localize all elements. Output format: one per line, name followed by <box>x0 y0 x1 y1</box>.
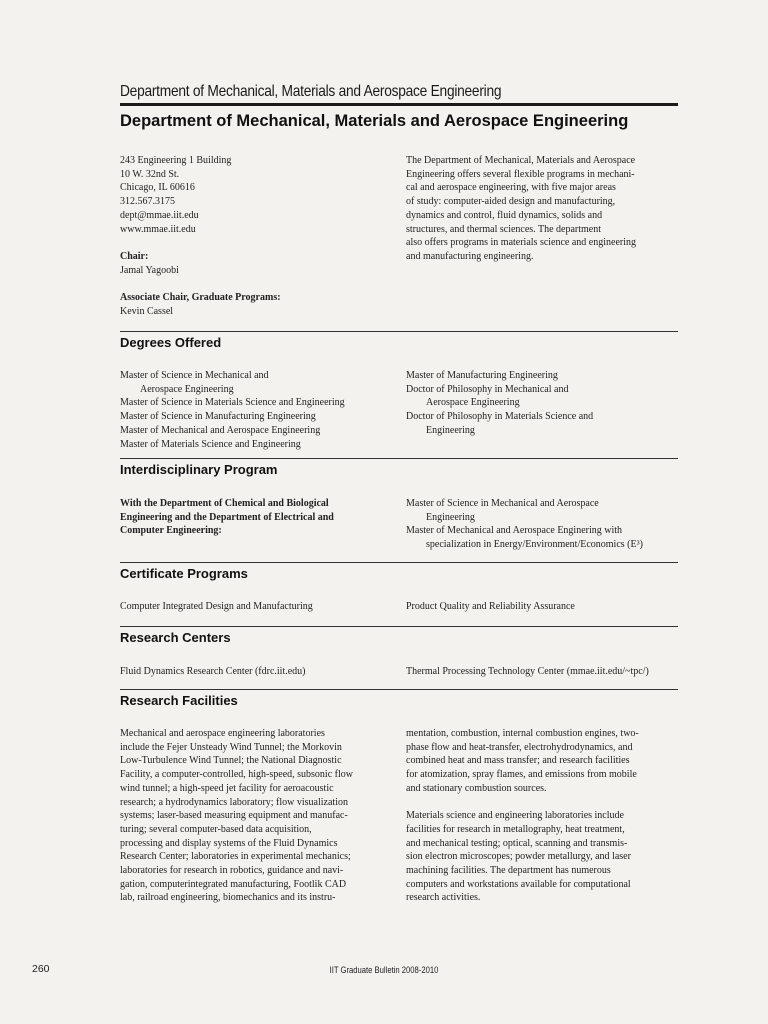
degree-item: Doctor of Philosophy in Mechanical and <box>406 383 569 395</box>
text-line: wind tunnel; a high-speed jet facility for aeroacoustic <box>120 782 334 794</box>
degree-item: Master of Science in Manufacturing Engineering <box>120 411 316 423</box>
chair-name: Jamal Yagoobi <box>120 264 179 276</box>
degree-item: Master of Science in Materials Science and Engineering <box>120 397 345 409</box>
section-divider <box>120 458 678 459</box>
text-line: systems; laser-based measuring equipment and manufac- <box>120 810 348 822</box>
text-line: Facility, a computer-controlled, high-speed, subsonic flow <box>120 769 353 781</box>
interdisciplinary-list <box>406 497 678 552</box>
text-line: facilities for research in metallography, heat treatment, <box>406 823 625 835</box>
intro-line: The Department of Mechanical, Materials and Aerospace <box>406 155 636 166</box>
facilities-paragraph-continued <box>406 727 678 905</box>
text-line: Mechanical and aerospace engineering laboratories <box>120 728 325 739</box>
section-divider <box>120 562 678 563</box>
note-line: With the Department of Chemical and Biological <box>120 498 329 509</box>
text-line: and stationary combustion sources. <box>406 782 547 794</box>
degree-item: Master of Mechanical and Aerospace Engineering <box>120 424 321 436</box>
intro-paragraph <box>406 154 678 264</box>
degrees-list-left <box>120 369 395 451</box>
certificate-item: Computer Integrated Design and Manufacturing <box>120 601 313 612</box>
text-line: research activities. <box>406 892 481 904</box>
text-line: research; a hydrodynamics laboratory; flow visualization <box>120 796 348 808</box>
text-line: Research Center; laboratories in experimental mechanics; <box>120 851 351 863</box>
research-center-item: Thermal Processing Technology Center (mmae.iit.edu/~tpc/) <box>406 666 649 677</box>
degree-item: Master of Science in Mechanical and <box>120 370 269 381</box>
centers-heading: Research Centers <box>120 630 231 645</box>
text-line: phase flow and heat-transfer, electrohydrodynamics, and <box>406 741 633 753</box>
facilities-paragraph <box>120 727 395 905</box>
note-line: Engineering and the Department of Electrical and <box>120 511 334 523</box>
intro-line: structures, and thermal sciences. The department <box>406 223 602 235</box>
degree-item: Aerospace Engineering <box>426 397 520 409</box>
certificate-item: Product Quality and Reliability Assurance <box>406 601 575 612</box>
running-header: Department of Mechanical, Materials and Aerospace Engineering <box>120 83 502 100</box>
text-line: computers and workstations available for computational <box>406 878 631 890</box>
degree-item: Master of Manufacturing Engineering <box>406 370 558 381</box>
address-line: Chicago, IL 60616 <box>120 182 195 194</box>
degree-item: Master of Mechanical and Aerospace Enginering with <box>406 525 623 537</box>
text-line: for atomization, spray flames, and emissions from mobile <box>406 769 637 781</box>
interdisciplinary-heading: Interdisciplinary Program <box>120 462 278 477</box>
text-line: include the Fejer Unsteady Wind Tunnel; the Morkovin <box>120 741 342 753</box>
degree-item: specialization in Energy/Environment/Economics (E³) <box>426 539 643 551</box>
text-line: laboratories for research in robotics, guidance and navi- <box>120 865 344 877</box>
note-line: Computer Engineering: <box>120 525 222 537</box>
interdisciplinary-note <box>120 497 395 538</box>
degree-item: Aerospace Engineering <box>140 383 234 395</box>
page-title: Department of Mechanical, Materials and Aerospace Engineering <box>120 112 629 130</box>
section-divider <box>120 331 678 332</box>
intro-line: of study: computer-aided design and manufacturing, <box>406 196 616 208</box>
address-line: 243 Engineering 1 Building <box>120 155 232 166</box>
chair-label: Chair: <box>120 250 149 262</box>
degree-item: Engineering <box>426 511 475 523</box>
assoc-chair-label: Associate Chair, Graduate Programs: <box>120 292 281 303</box>
publication-footer: IIT Graduate Bulletin 2008-2010 <box>329 965 439 975</box>
text-line: and mechanical testing; optical, scanning and transmis- <box>406 837 628 849</box>
degrees-list-right <box>406 369 678 438</box>
research-center-item: Fluid Dynamics Research Center (fdrc.iit.edu) <box>120 666 306 677</box>
contact-block <box>120 154 395 318</box>
text-line: Low-Turbulence Wind Tunnel; the National Diagnostic <box>120 755 342 767</box>
intro-line: also offers programs in materials science and engineering <box>406 237 637 249</box>
intro-line: cal and aerospace engineering, with five major areas <box>406 182 616 194</box>
certificates-heading: Certificate Programs <box>120 566 248 581</box>
text-line: Materials science and engineering laboratories include <box>406 810 624 822</box>
header-rule <box>120 103 678 106</box>
intro-line: dynamics and control, fluid dynamics, solids and <box>406 209 603 221</box>
intro-line: and manufacturing engineering. <box>406 250 534 262</box>
text-line: gation, computerintegrated manufacturing, Footlik CAD <box>120 878 347 890</box>
text-line: mentation, combustion, internal combustion engines, two- <box>406 728 639 739</box>
text-line: turing; several computer-based data acquisition, <box>120 823 312 835</box>
page-number: 260 <box>32 963 50 975</box>
text-line: machining facilities. The department has numerous <box>406 865 611 877</box>
text-line: sion electron microscopes; powder metallurgy, and laser <box>406 851 631 863</box>
assoc-chair-name: Kevin Cassel <box>120 305 174 317</box>
degrees-heading: Degrees Offered <box>120 335 222 350</box>
text-line: combined heat and mass transfer; and research facilities <box>406 755 630 767</box>
text-line: lab, railroad engineering, biomechanics and its instru- <box>120 892 336 904</box>
degree-item: Master of Materials Science and Engineering <box>120 438 301 450</box>
address-line: 10 W. 32nd St. <box>120 168 180 180</box>
degree-item: Engineering <box>426 424 475 436</box>
section-divider <box>120 626 678 627</box>
intro-line: Engineering offers several flexible programs in mechani- <box>406 168 635 180</box>
email-link[interactable]: dept@mmae.iit.edu <box>120 209 199 221</box>
website-link[interactable]: www.mmae.iit.edu <box>120 223 196 235</box>
degree-item: Doctor of Philosophy in Materials Science and <box>406 411 594 423</box>
section-divider <box>120 689 678 690</box>
text-line: processing and display systems of the Fluid Dynamics <box>120 837 338 849</box>
facilities-heading: Research Facilities <box>120 693 238 708</box>
degree-item: Master of Science in Mechanical and Aerospace <box>406 498 599 509</box>
phone: 312.567.3175 <box>120 196 175 208</box>
